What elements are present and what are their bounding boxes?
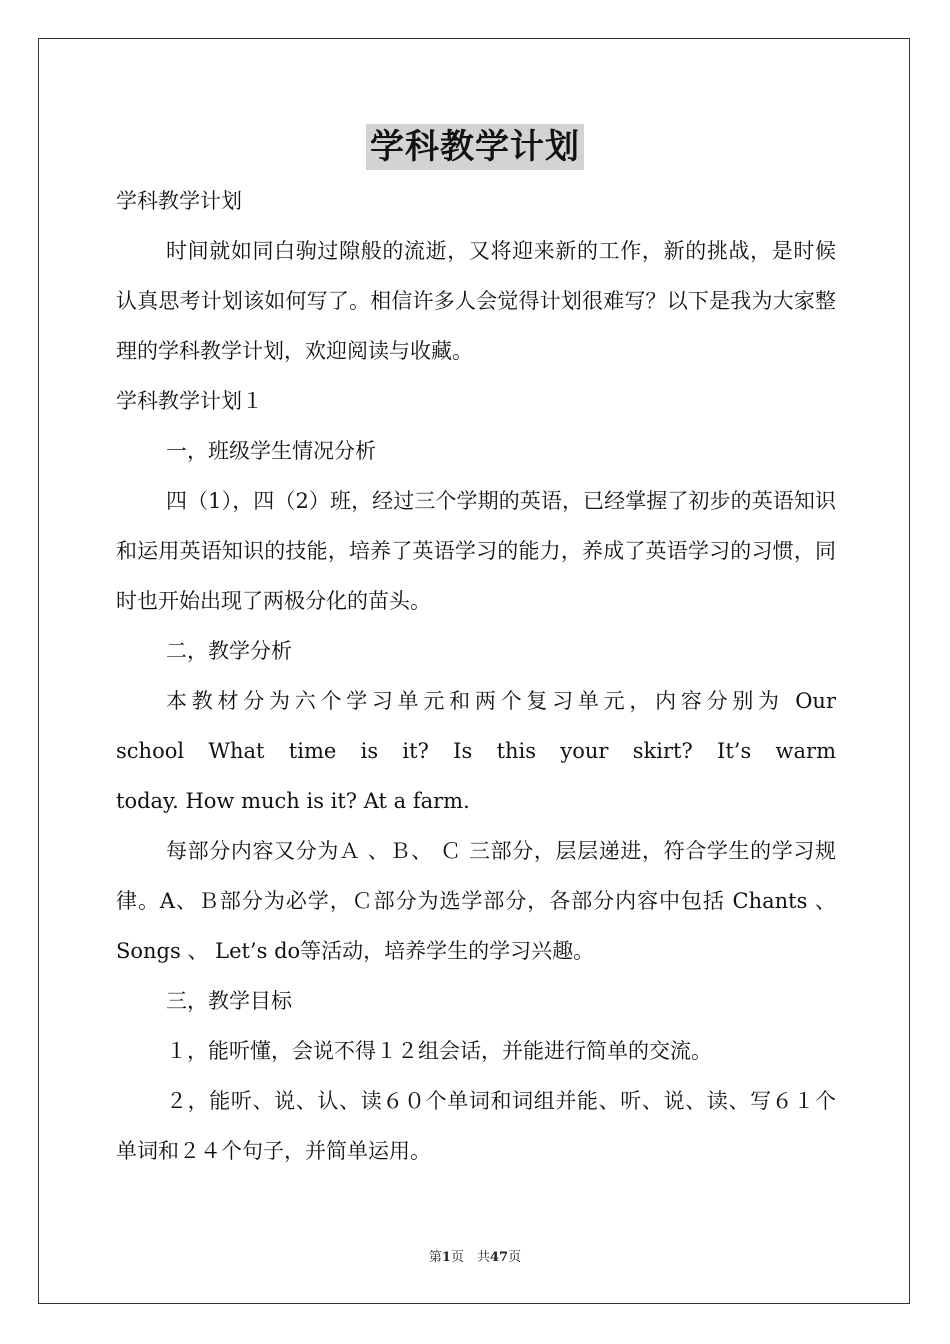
section1-paragraph: 四（1），四（2）班，经过三个学期的英语，已经掌握了初步的英语知识和运用英语知识的技能，培养了英语学习的能力，养成了英语学习的习惯，同时也开始出现了两极分化的苗头。: [116, 489, 836, 613]
page-footer: [0, 1246, 950, 1265]
plan1-heading: 学科教学计划１: [116, 389, 263, 413]
footer-page-total: 47: [489, 1250, 509, 1265]
document-title: 学科教学计划: [366, 124, 584, 170]
section2-line1: 本教材分为六个学习单元和两个复习单元，内容分别为 Our: [166, 689, 836, 713]
subtitle: 学科教学计划: [116, 189, 242, 213]
goal1: １，能听懂，会说不得１２组会话，并能进行简单的交流。: [166, 1039, 712, 1063]
footer-page-number: 1: [441, 1250, 451, 1265]
section2-paragraph2: 每部分内容又分为Ａ 、Ｂ、 Ｃ 三部分，层层递进，符合学生的学习规律。A、Ｂ部分为必学，Ｃ部分为选学部分，各部分内容中包括 Chants 、 Songs 、 Let’s do等活动，培养学生的学习兴趣。: [116, 839, 836, 963]
title-wrap: [0, 124, 950, 170]
section2-line3: today. How much is it? At a farm.: [116, 789, 470, 813]
document-body: [116, 176, 836, 1176]
footer-suffix: 页: [508, 1250, 522, 1265]
section2-heading: 二，教学分析: [166, 639, 292, 663]
goal2: ２，能听、说、认、读６０个单词和词组并能、听、说、读、写６１个单词和２４个句子，并简单运用。: [116, 1089, 836, 1163]
footer-prefix: 第: [428, 1250, 442, 1265]
section3-heading: 三，教学目标: [166, 989, 292, 1013]
section1-heading: 一，班级学生情况分析: [166, 439, 376, 463]
intro-paragraph: 时间就如同白驹过隙般的流逝，又将迎来新的工作，新的挑战，是时候认真思考计划该如何写了。相信许多人会觉得计划很难写？以下是我为大家整理的学科教学计划，欢迎阅读与收藏。: [116, 239, 836, 363]
footer-mid: 页 共: [450, 1250, 490, 1265]
section2-line2: school What time is it? Is this your skirt? It’s warm: [116, 739, 836, 763]
